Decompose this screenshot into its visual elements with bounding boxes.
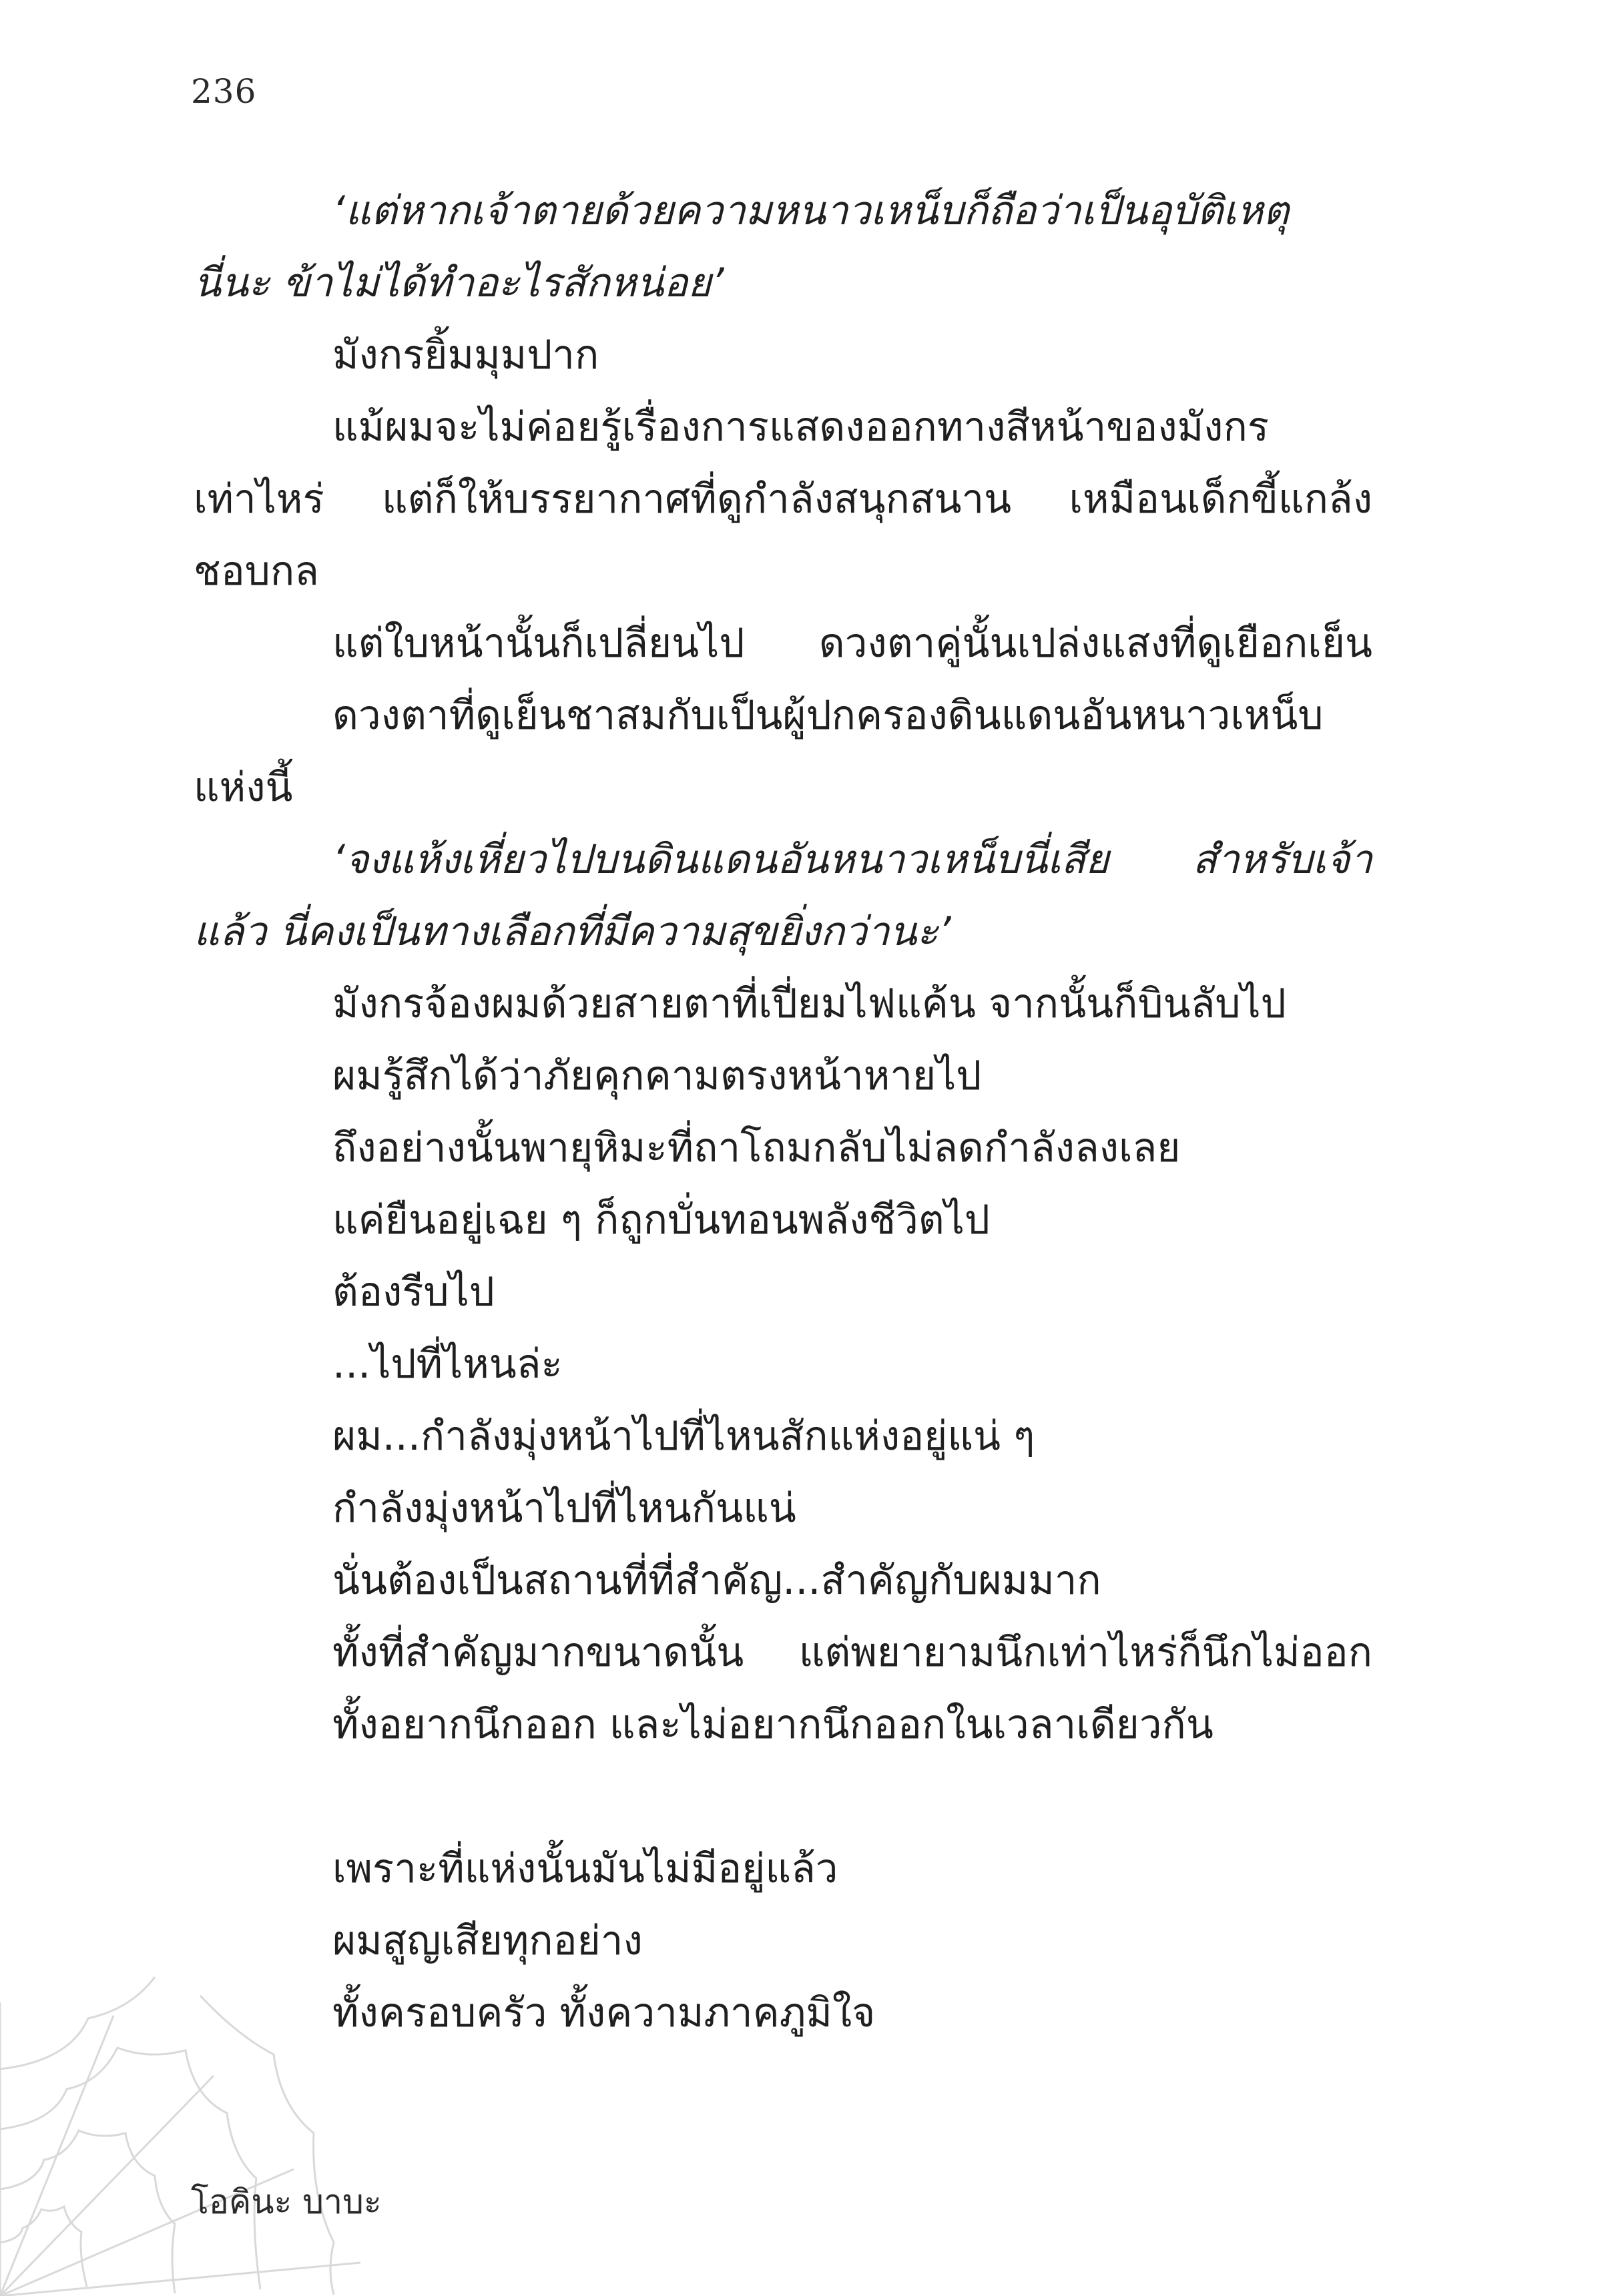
text-line: ถึงอย่างนั้นพายุหิมะที่ถาโถมกลับไม่ลดกำลังลงเลย <box>332 1125 1181 1171</box>
text-line: แห่งนี้ <box>194 764 293 811</box>
text-line: ผม...กำลังมุ่งหน้าไปที่ไหนสักแห่งอยู่แน่ ๆ <box>332 1413 1035 1460</box>
text-line: ‘จงแห้งเหี่ยวไปบนดินแดนอันหนาวเหน็บนี่เสีย สำหรับเจ้า <box>332 836 1372 883</box>
text-line: เพราะที่แห่งนั้นมันไม่มีอยู่แล้ว <box>332 1845 838 1892</box>
text-line: นี่นะ ข้าไม่ได้ทำอะไรสักหน่อย’ <box>194 260 724 306</box>
text-line: ดวงตาที่ดูเย็นชาสมกับเป็นผู้ปกครองดินแดนอันหนาวเหน็บ <box>332 692 1324 739</box>
text-line: ชอบกล <box>194 548 319 595</box>
blank-line <box>194 1761 1372 1833</box>
spider-web-decoration <box>0 1976 374 2296</box>
text-line: ผมสูญเสียทุกอย่าง <box>332 1918 643 1964</box>
footer-author: โอคินะ บาบะ <box>191 2183 382 2221</box>
text-line: ต้องรีบไป <box>332 1269 495 1316</box>
text-line: มังกรจ้องผมด้วยสายตาที่เปี่ยมไฟแค้น จากนั้นก็บินลับไป <box>332 980 1286 1027</box>
text-line: นั่นต้องเป็นสถานที่ที่สำคัญ...สำคัญกับผมมาก <box>332 1557 1101 1604</box>
text-line: ...ไปที่ไหนล่ะ <box>332 1341 563 1388</box>
body-text <box>194 175 1372 2049</box>
text-line: ทั้งอยากนึกออก และไม่อยากนึกออกในเวลาเดียวกัน <box>332 1701 1214 1748</box>
text-line: กำลังมุ่งหน้าไปที่ไหนกันแน่ <box>332 1485 796 1532</box>
page-number: 236 <box>191 72 257 111</box>
text-line: แล้ว นี่คงเป็นทางเลือกที่มีความสุขยิ่งกว่านะ’ <box>194 908 951 955</box>
text-line: แม้ผมจะไม่ค่อยรู้เรื่องการแสดงออกทางสีหน้าของมังกร <box>332 404 1270 451</box>
text-line: ทั้งที่สำคัญมากขนาดนั้น แต่พยายามนึกเท่าไหร่ก็นึกไม่ออก <box>332 1629 1372 1676</box>
text-line: ผมรู้สึกได้ว่าภัยคุกคามตรงหน้าหายไป <box>332 1053 982 1099</box>
text-line: มังกรยิ้มมุมปาก <box>332 332 599 378</box>
text-line: เท่าไหร่ แต่ก็ให้บรรยากาศที่ดูกำลังสนุกสนาน เหมือนเด็กขี้แกล้ง <box>194 476 1372 523</box>
text-line: ทั้งครอบครัว ทั้งความภาคภูมิใจ <box>332 1990 876 2036</box>
text-line: แต่ใบหน้านั้นก็เปลี่ยนไป ดวงตาคู่นั้นเปล่งแสงที่ดูเยือกเย็น <box>332 620 1372 667</box>
text-line: แค่ยืนอยู่เฉย ๆ ก็ถูกบั่นทอนพลังชีวิตไป <box>332 1197 991 1243</box>
text-line: ‘แต่หากเจ้าตายด้วยความหนาวเหน็บก็ถือว่าเป็นอุบัติเหตุ <box>332 188 1290 234</box>
